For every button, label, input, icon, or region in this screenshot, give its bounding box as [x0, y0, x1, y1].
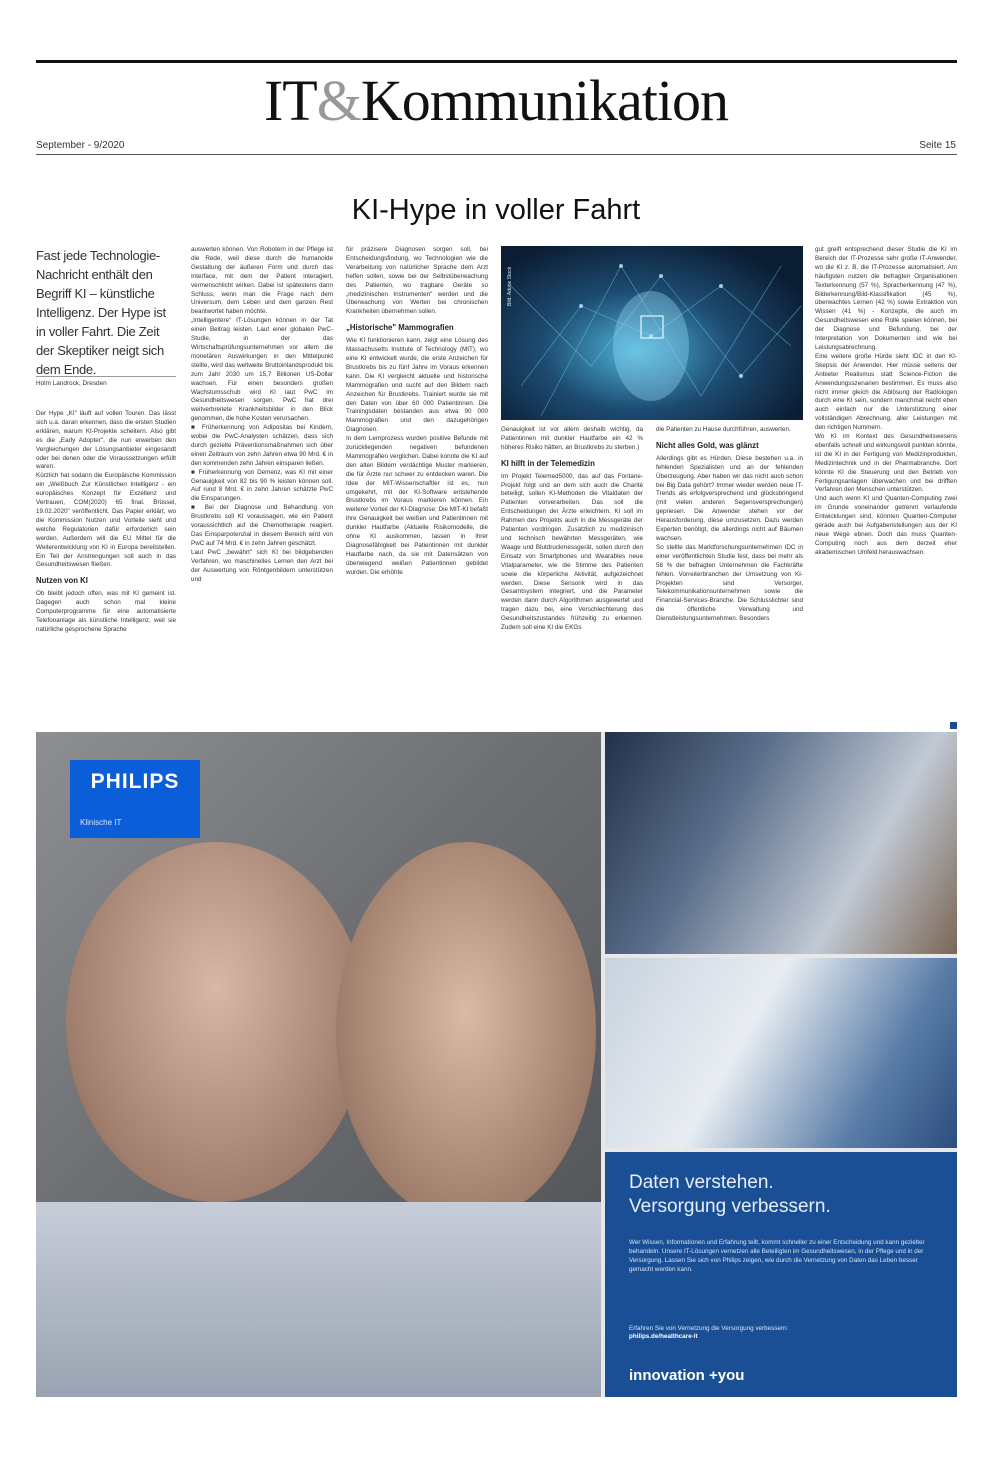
article-lead: Fast jede Technologie-Nachricht enthält den Begriff KI – künstliche Intelligenz. Der Hype ist in voller Fahrt. Die Zeit der Skeptiker neigt sich dem Ende.	[36, 248, 166, 377]
ad-headline: Versorgung verbessern.	[629, 1196, 831, 1217]
article-column-2	[191, 246, 333, 720]
paragraph: „Intelligentere" IT-Lösungen können in der Tat einen Beitrag leisten. Laut einer globalen PwC-Studie, in der das Wirtschaftsprüfungsunternehmen vor allem die monetären Auswirkungen in den Mittelpunkt stellte, wird das weltweite Bruttoinlandsprodukt bis zum Jahr 2030 um 15,7 Billionen US-Dollar wachsen. Für einen besonders großen Wachstumsschub wird KI laut PwC im Gesundheitswesen sorgen. PwC hat drei weitverbreitete Krankheitsbilder in den Blick genommen, die hohe Kosten verursachen.	[191, 317, 333, 423]
paragraph: So stellte das Marktforschungsunternehmen IDC in einer veröffentlichten Studie fest, dass bei mehr als 58 % der befragten Unternehmen die Fachkräfte fehlen. Vorreiterbranchen der Umsetzung von KI-Projekten sind Versorger, Telekommunikationsunternehmen sowie die Financial-Services-Branche. Die Schlusslichter sind die öffentliche Verwaltung und Dienstleistungsunternehmen. Besonders	[656, 543, 803, 623]
paragraph: die Patienten zu Hause durchführen, auswerten.	[656, 426, 791, 433]
article-image	[501, 246, 803, 420]
image-credit: Bild: Adobe Stock	[507, 266, 513, 306]
article-headline: KI-Hype in voller Fahrt	[351, 194, 641, 226]
paragraph: ■ Früherkennung von Adipositas bei Kindern, wobei die PwC-Analysten schätzen, dass sich durch gezielte Präventionsmaßnahmen sich über einen Zeitraum von zehn Jahren etwa 90 Mrd. € in den kommenden zehn Jahren einsparen ließen.	[191, 424, 333, 467]
clinician-clothing	[36, 1202, 601, 1397]
ad-photo-monitors	[605, 732, 957, 954]
subheading: Nutzen von KI	[36, 576, 88, 586]
article-column-5	[656, 426, 803, 720]
ad-url-link[interactable]: philips.de/healthcare-it	[629, 1333, 698, 1340]
article-column-6	[815, 246, 957, 720]
ad-body-text: Wer Wissen, Informationen und Erfahrung teilt, kommt schneller zu einer Entscheidung und kann gezielter behandeln. Unsere IT-Lösungen vernetzen alle Beteiligten im Gesundheitswesen, in der Pflege und in der Versorgung. Lassen Sie sich von Philips zeigen, wie durch die Vernetzung von Daten das Leben besser gemacht werden kann.	[629, 1239, 925, 1273]
subheading: KI hilft in der Telemedizin	[501, 458, 595, 468]
ad-call-to-action: Erfahren Sie von Vernetzung die Versorgung verbessern:	[629, 1325, 789, 1332]
philips-logo-box	[70, 760, 200, 838]
paragraph: Wie KI funktionieren kann, zeigt eine Lösung des Massachusetts Institute of Technology (MIT), wo eine KI entwickelt wurde, die erste Anzeichen für Brustkrebs bis zu fünf Jahre im Voraus erkennen kann. Die KI vergleicht aktuelle und historische Mammografien und sucht auf den Bildern nach Anzeichen für Brustkrebs. Trainiert wurde sie mit den Daten von über 60 000 Patientinnen. Die Trainingsdaten bestanden aus etwa 90 000 Mammografien und den dazugehörigen Diagnosen.	[346, 337, 488, 434]
paragraph: In dem Lernprozess wurden positive Befunde mit zurückliegenden negativen befundenen Mammografien verglichen. Dabei konnte die KI auf den alten Bildern verdächtige Muster markieren, die für Ärzte nur schwer zu entdecken waren. Die Idee der MIT-Wissenschaftler ist es, nun umgekehrt, mit der KI-Software entstehende Brustkrebs im Voraus markieren können. Ein weiterer Vorteil der KI-Diagnose: Die MIT-KI befaßt ihre Genauigkeit bei weißen und Patientinnen mit dunkler Hautfarbe (Aktuelle Risikomodelle, die ohne KI auskommen, lassen in ihrer Diagnosefähigkeit bei Patientinnen mit dunkler Hautfarbe nach, da sie mit Datensätzen von überwiegend weißen Patientinnen gebildet wurden. Die erhöhte	[346, 435, 488, 576]
philips-logo: PHILIPS	[90, 770, 180, 793]
article-column-4	[501, 426, 643, 720]
paragraph: Allerdings gibt es Hürden. Diese bestehen u.a. in fehlenden Spezialisten und an der fehlenden Überzeugung. Aber haben wir das nicht auch schon bei Big Data gehört? Immer wieder werden neue IT-Trends als erfolgversprechend und glücksbringend (mit vielen anderen Segensversprechungen) gepriesen. Die Anwender stehen vor der Herausforderung, diese umzusetzen. Dazu werden Experten benötigt, die allerdings nicht auf Bäumen wachsen.	[656, 454, 803, 542]
ad-text-panel	[605, 1152, 957, 1397]
ai-hand-illustration	[501, 246, 803, 420]
paragraph: gut greift entsprechend dieser Studie die KI im Bereich der IT-Prozesse sehr große IT-Anwender, wo die KI z. B. die IT-Prozesse automatisiert. Am häufigsten nutzen die befragten Organisationen Texterkennung (57 %), Spracherkennung (47 %), Bilderkennung/Bild-Klassifikation (45 %), überwachtes Lernen (42 %) sowie Extraktion von Wissen (41 %) - Konzepte, die auch im Gesundheitswesen eine Rolle spielen können, bei der Diagnose und Befundung, bei der Interpretation von Dokumenten und wie bei Leistungsabrechnung.	[815, 246, 957, 351]
innovation-you-logo: innovation +you	[629, 1367, 745, 1384]
philips-advertisement	[36, 732, 957, 1397]
paragraph: Kürzlich hat sodann die Europäische Kommission ein „Weißbuch Zur Künstlichen Intelligenz - ein europäisches Konzept für Exzellenz und Vertrauen, COM(2020) 65 final. Brüssel, 19.02.2020" veröffentlicht. Das Papier erklärt, wo die Kommission Nutzen und Vorteile sieht und welche Regulatorien dafür erforderlich sein werden. Außerdem will die EU Mittel für die Weiterentwicklung von KI in Europa bereitstellen. Ein Teil der Anstrengungen soll auch in das Gesundheitswesen fließen.	[36, 472, 176, 569]
article-end-mark	[950, 722, 957, 729]
paragraph: Wo KI im Kontext des Gesundheitswesens ebenfalls schnell und wirkungsvoll punkten könnte, ist die KI in der Fertigung von Medizinprodukten, Medizintechnik und in der Pharmabranche. Dort könnte KI die Steuerung und den Betrieb von Fertigungsanlagen überwachen und bei drifften Verfahren den Menschen unterstützen.	[815, 433, 957, 494]
paragraph: für präzisere Diagnosen sorgen soll, bei Entscheidungsfindung, wo Technologien wie die Verarbeitung von natürlicher Sprache dem Arzt helfen sollen, sowie bei der Selbstüberwachung des Patienten, wo tragbare Geräte so „medizinischen Instrumenten" werden und die Überwachung von Werten bei chronischen Krankheiten übernehmen sollen.	[346, 246, 488, 316]
masthead-ampersand: &	[316, 68, 361, 133]
paragraph: Eine weitere große Hürde sieht IDC in den KI-Skepsis der Anwender. Hier müsse seitens der Anbieter Realismus statt Science-Fiction die Anwendungsszenarien bestimmen. Es muss also nicht immer gleich die Ablösung der Radiologen durch eine KI sein, sondern manchmal reicht eben auch einfach nur die Unterstützung einer vollständigen Abrechnung, aller Leistungen mit den richtigen Nummern.	[815, 352, 957, 432]
paragraph: ■ Bei der Diagnose und Behandlung von Brustkrebs soll KI voraussagen, wie ein Patient voraussichtlich auf die Chemotherapie reagiert. Das Einsparpotenzial in diesem Bereich wird von PwC auf 74 Mrd. € in zehn Jahren geschätzt.	[191, 504, 333, 547]
masthead: IT&Kommunikation	[263, 68, 729, 133]
paragraph: ■ Früherkennung von Demenz, was KI mit einer Genauigkeit von 82 bis 90 % leisten können soll. Auf rund 8 Mrd. € in zehn Jahren schätzte PwC die Einsparungen.	[191, 468, 333, 503]
issue-date: September - 9/2020	[36, 140, 125, 151]
clinician-portrait	[66, 842, 366, 1202]
ad-headline: Daten verstehen.	[629, 1172, 774, 1193]
header-rule	[36, 154, 957, 155]
byline: Holm Landrock, Dresden	[36, 376, 176, 387]
paragraph: Ob bleibt jedoch offen, was mit KI gemeint ist. Dagegen auch schon mal kleine Computerprogramme für eine automatisierte Telefonanlage als künstliche Intelligenz, weil sie natürliche gesprochene Sprache	[36, 590, 176, 633]
paragraph: Laut PwC „bewährt" sich KI bei bildgebenden Verfahren, wo maschinelles Lernen den Arzt bei der Auswertung von Röntgenbildern unterstützen und	[191, 548, 333, 583]
top-rule	[36, 60, 957, 63]
paragraph: Und auch wenn KI und Quanten-Computing zwei im Grunde voneinander getrennt verlaufende Entwicklungen sind, könnten Quanten-Computer gerade auch bei Aufgabenstellungen aus der KI neue Wege ebnen. Doch das muss Quanten-Computing noch aus dem derzeit eher akademischen Umfeld herauswachsen.	[815, 495, 957, 556]
subheading: „Historische" Mammografien	[346, 323, 454, 333]
clinician-portrait	[336, 842, 596, 1222]
article-column-3	[346, 246, 488, 720]
paragraph: auswerten können. Von Robotern in der Pflege ist die Rede, weil diese durch die humanoide Gestaltung der äußeren Form und durch das Interface, mit dem der Patient interagiert, vermenschlicht wirken. Dabei ist spätestens dann Schluss, wenn man die Frage nach dem Universum, dem Leben und dem ganzen Rest beantwortet haben möchte.	[191, 246, 333, 316]
brand-tagline: Klinische IT	[80, 818, 122, 827]
paragraph: Der Hype „KI" läuft auf vollen Touren. Das lässt sich u.a. daran erkennen, dass die ersten Studien erklären, warum KI-Projekte scheitern. Also gibt es die „Early Adopter", die nun erwerben den Vergleichungen der Lösungsanbieter eingesandt oder bei denen oder die Voraussetzungen erfüllt waren.	[36, 410, 176, 471]
subheading: Nicht alles Gold, was glänzt	[656, 440, 759, 450]
article-column-1	[36, 410, 176, 720]
paragraph: Genauigkeit ist vor allem deshalb wichtig, da Patientinnen mit dunkler Hautfarbe ein 42 % höheres Risiko hätten, an Brustkrebs zu sterben.)	[501, 426, 643, 451]
page-number: Seite 15	[919, 140, 956, 151]
paragraph: Im Projekt Telemed5000, das auf das Fontane-Projekt folgt und an dem sich auch die Charité beteiligt, sollen KI-Methoden die Vitaldaten der Patienten vorverarbeiten. Das soll die Entscheidungen der Ärzte erleichtern. KI soll im Rahmen des Projekts auch in die Messgeräte der Patienten vordringen. Zusätzlich zu medizinisch und technisch bewährten Messgeräten, wie Waage und Blutdruckmessgerät, sollen durch den Einsatz von Smartphones und Wearables neue Vitalparameter, wie die Stimme des Patienten sowie die körperliche Aktivität, aufgezeichnet werden. Diese Sensorik wird in das Gesamtsystem integriert, und die Parameter werden dann durch Algorithmen ausgewertet und tragen dazu bei, eine Verschlechterung des Gesundheitszustandes frühzeitig zu erkennen. Zudem soll eine KI die EKGs	[501, 472, 643, 632]
ad-photo-patient-bedside	[605, 958, 957, 1148]
